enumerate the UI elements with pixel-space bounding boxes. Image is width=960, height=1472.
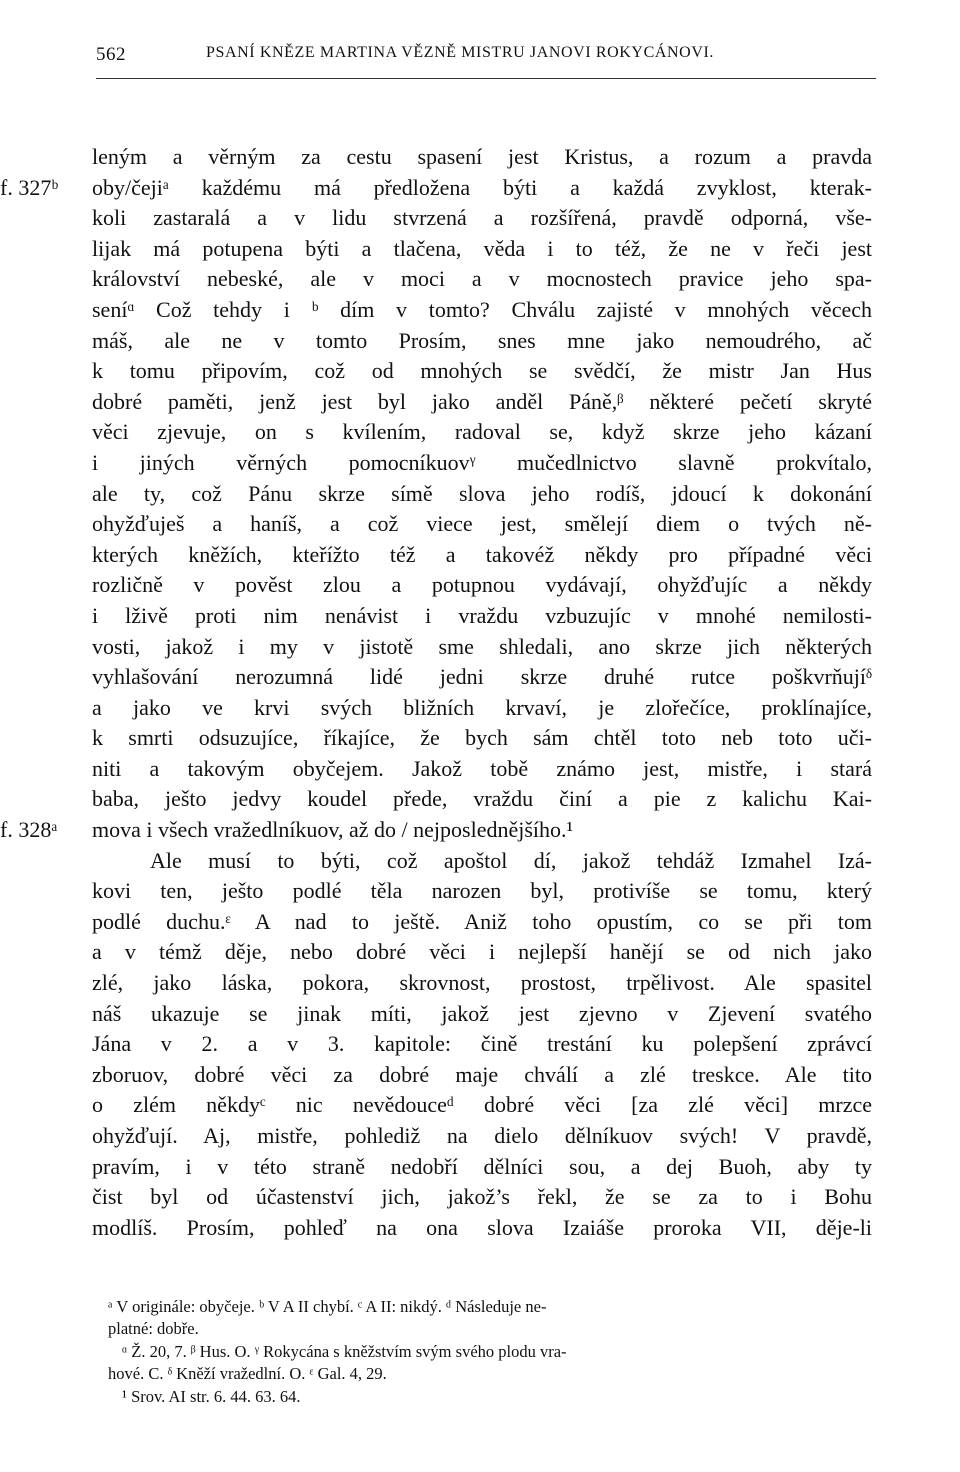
text-line: koli zastaralá a v lidu stvrzená a rozšířená, pravdě odporná, vše- bbox=[92, 205, 872, 231]
text-line: a jako ve krvi svých bližních krvaví, je zlořečíce, proklínajíce, bbox=[92, 694, 872, 720]
text-line: baba, ješto jedvy koudel přede, vraždu činí a pie z kalichu Kai- bbox=[92, 786, 872, 812]
paragraph-start-line: Ale musí to býti, což apoštol dí, jakož tehdáž Izmahel Izá- bbox=[150, 847, 872, 873]
text-line: i lživě proti nim nenávist i vraždu vzbuzujíc v mnohé nemilosti- bbox=[92, 602, 872, 628]
text-line: království nebeské, ale v moci a v mocnostech pravice jeho spa- bbox=[92, 266, 872, 292]
text-line: k tomu připovím, což od mnohých se svědčí, že mistr Jan Hus bbox=[92, 358, 872, 384]
text-line: leným a věrným za cestu spasení jest Kristus, a rozum a pravda bbox=[92, 144, 872, 169]
text-line: Jána v 2. a v 3. kapitole: čině trestání ku polepšení zprávcí bbox=[92, 1031, 872, 1057]
text-line: mova i všech vražedlníkuov, až do / nejposlednějšího.¹ bbox=[92, 817, 574, 843]
text-line: kterých kněžích, kteřížto též a takovéž někdy pro případné věci bbox=[92, 541, 872, 567]
text-line: náš ukazuje se jinak míti, jakož jest zjevno v Zjevení svatého bbox=[92, 1000, 872, 1026]
footnote-line: ᵅ Ž. 20, 7. ᵝ Hus. O. ᵞ Rokycána s kněžstvím svým svého plodu vra- bbox=[122, 1341, 567, 1361]
text-line-with-margin bbox=[0, 173, 872, 204]
footnotes bbox=[108, 1296, 872, 1408]
text-line: niti a takovým obyčejem. Jakož tobě známo jest, mistře, i stará bbox=[92, 755, 872, 781]
text-line: ohyžďuješ a haníš, a což viece jest, smělejí diem o tvých ně- bbox=[92, 511, 872, 537]
page-header bbox=[96, 44, 876, 74]
text-line: seníᵅ Což tehdy i ᵇ dím v tomto? Chválu zajisté v mnohých věcech bbox=[92, 296, 872, 322]
text-line: ohyžďují. Aj, mistře, pohlediž na dielo dělníkuov svých! V pravdě, bbox=[92, 1123, 872, 1148]
text-line: modlíš. Prosím, pohleď na ona slova Izaiáše proroka VII, děje-li bbox=[92, 1214, 872, 1240]
text-line-with-margin bbox=[0, 815, 872, 846]
text-line: zlé, jako láska, pokora, skrovnost, prostost, trpělivost. Ale spasitel bbox=[92, 970, 872, 996]
folio-marker: f. 328ᵃ bbox=[0, 817, 58, 843]
text-line: lijak má potupena býti a tlačena, věda i to též, že ne v řeči jest bbox=[92, 235, 872, 261]
running-title: PSANÍ KNĚZE MARTINA VĚZNĚ MISTRU JANOVI ROKYCÁNOVI. bbox=[206, 44, 715, 61]
text-line: vyhlašování nerozumná lidé jedni skrze druhé rutce poškvrňujíᵟ bbox=[92, 664, 872, 690]
text-line: ale ty, což Pánu skrze símě slova jeho rodíš, jdoucí k dokonání bbox=[92, 480, 872, 506]
text-line: vosti, jakož i my v jistotě sme shledali, ano skrze jich některých bbox=[92, 633, 872, 659]
folio-marker: f. 327ᵇ bbox=[0, 174, 59, 200]
text-line: dobré paměti, jenž jest byl jako anděl Páně,ᵝ některé pečetí skryté bbox=[92, 388, 872, 414]
text-line: kovi ten, ješto podlé těla narozen byl, protivíše se tomu, který bbox=[92, 878, 872, 904]
text-line: oby/čejiᵃ každému má předložena býti a každá zvyklost, kterak- bbox=[92, 174, 872, 200]
text-line: pravím, i v této straně nedobří dělníci sou, a dej Buoh, aby ty bbox=[92, 1153, 872, 1179]
footnote-line: platné: dobře. bbox=[108, 1319, 199, 1339]
text-line: zboruov, dobré věci za dobré maje chválí a zlé treskce. Ale tito bbox=[92, 1061, 872, 1087]
page-number: 562 bbox=[96, 44, 126, 65]
text-line: a v témž děje, nebo dobré věci i nejlepší hanějí se od nich jako bbox=[92, 939, 872, 965]
footnote-line: ¹ Srov. AI str. 6. 44. 63. 64. bbox=[122, 1386, 301, 1406]
text-line: máš, ale ne v tomto Prosím, snes mne jako nemoudrého, ač bbox=[92, 327, 872, 353]
text-line: věci zjevuje, on s kvílením, radoval se, když skrze jeho kázaní bbox=[92, 419, 872, 445]
text-line: i jiných věrných pomocníkuovᵞ mučedlnictvo slavně prokvítalo, bbox=[92, 449, 872, 475]
text-line: k smrti odsuzujíce, říkajíce, že bych sám chtěl toto neb toto uči- bbox=[92, 725, 872, 751]
footnote-line: ᵃ V originále: obyčeje. ᵇ V A II chybí. ᶜ A II: nikdý. ᵈ Následuje ne- bbox=[108, 1297, 547, 1316]
main-text bbox=[0, 142, 872, 1243]
text-line: rozličně v pověst zlou a potupnou vydávají, ohyžďujíc a někdy bbox=[92, 572, 872, 598]
footnote-line: hové. C. ᵟ Kněží vražedlní. O. ᵋ Gal. 4, 29. bbox=[108, 1364, 387, 1384]
header-rule bbox=[96, 78, 876, 79]
text-line: o zlém někdyᶜ nic nevědouceᵈ dobré věci [za zlé věci] mrzce bbox=[92, 1092, 872, 1118]
text-line: čist byl od účastenství jich, jakož’s řekl, že se za to i Bohu bbox=[92, 1184, 872, 1210]
text-line: podlé duchu.ᵋ A nad to ještě. Aniž toho opustím, co se při tom bbox=[92, 908, 872, 934]
